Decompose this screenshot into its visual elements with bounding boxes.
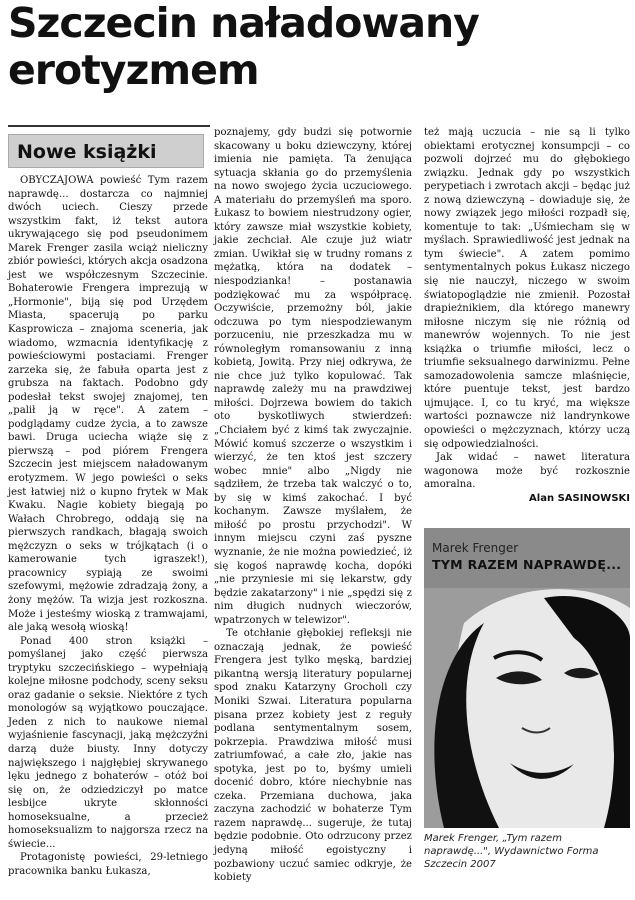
section-label: Nowe książki bbox=[8, 134, 204, 168]
cover-illustration bbox=[424, 528, 630, 828]
paragraph: Te otchłanie głębokiej refleksji nie oznaczają jednak, że powieść Frengera jest tylko męską, bardziej pikantną wersją literatury popularnej spod znaku Katarzyny Grocholi czy Moniki Szwai. Literatura popularna pisana przez kobiety jest z reguły podlana sentymentalnym sosem, pokrzepia. Prawdziwa miłość musi zatriumfować, a całe zło, jakie nas spotyka, jest po to, byśmy umieli docenić dobro, które niechybnie nas czeka. Przemiana duchowa, jaka zaczyna zachodzić w bohaterze Tym razem naprawdę... sugeruje, że tutaj będzie podobnie. Oto odrzucony przez jedyną miłość egoistyczny i pozbawiony uczuć samiec odkryje, że kobiety bbox=[214, 628, 412, 884]
cover-author: Marek Frenger bbox=[432, 541, 519, 555]
paragraph: poznajemy, gdy budzi się potwornie skacowany u boku dziewczyny, której imienia nie pamięta. Ta żenująca sytuacja skłania go do przemyślenia na nowo swojego życia uczuciowego. A materiału do przemyśleń ma sporo. Łukasz to bowiem niestrudzony ogier, który zawsze miał wszystkie kobiety, jakie zechciał. Ale czuje już wiatr zmian. Uwikłał się w trudny romans z mężatką, która na dodatek – niespodzianka! – postanawia podziękować mu za współpracę. Oczywiście, przemożny ból, jakie odczuwa po tym niespodziewanym porzuceniu, nie przeszkadza mu w równoległym romansowaniu z inną kobietą, Jowitą. Przy niej odkrywa, że nie chce już tylko kopulować. Tak naprawdę zależy mu na prawdziwej miłości. Dojrzewa bowiem do takich oto byskotliwych stwierdzeń: „Chciałem być z kimś tak zwyczajnie. Mówić komuś szczerze o wszystkim i wierzyć, że ten ktoś jest szczery wobec mnie" albo „Nigdy nie sądziłem, że trzeba tak walczyć o to, by się w kimś zakochać. I być kochanym. Zawsze myślałem, że miłość po prostu przychodzi". W innym miejscu czyni zaś pyszne wyznanie, że nie można powiedzieć, iż się kogoś naprawdę kocha, dopóki „nie przyniesie mi się lekarstw, gdy będzie zakatarzony" i nie „spędzi się z nim długich nudnych wieczorów, wpatrzonych w telewizor". bbox=[214, 127, 412, 626]
article-column-1 bbox=[8, 174, 208, 878]
cover-title: TYM RAZEM NAPRAWDĘ... bbox=[432, 557, 622, 572]
paragraph: Protagonistę powieści, 29-letniego pracownika banku Łukasza, bbox=[8, 852, 208, 877]
article-column-3 bbox=[424, 126, 630, 505]
headline: Szczecin naładowany erotyzmem bbox=[8, 0, 479, 94]
article-column-2 bbox=[214, 126, 412, 885]
paragraph: też mają uczucia – nie są li tylko obiektami erotycznej konsumpcji – co pozwoli dojrzeć mu do głębokiego związku. Jednak gdy po wszystkich perypetiach i zwrotach akcji – będąc już z nową dziewczyną – dowiaduje się, że nowy związek jego miłości rozpadł się, komentuje to tak: „Uśmiecham się w myślach. Sprawiedliwość jest jednak na tym świecie". A zatem pomimo sentymentalnych pokus Łukasz niczego się nie nauczył, niczego w swoim światopoglądzie nie zmienił. Pozostał drapieżnikiem, dla którego manewry miłosne niczym się nie różnią od manewrów wojennych. To nie jest książka o triumfie miłości, lecz o triumfie seksualnego darwinizmu. Pełne samozadowolenia samcze mlaśnięcie, które puentuje tekst, jest bardzo ujmujące. I, co tu kryć, ma większe wartości poznawcze niż landrynkowe opowieści o mężczyznach, którzy uczą się odpowiedzialności. bbox=[424, 127, 630, 450]
paragraph: OBYCZAJOWA powieść Tym razem naprawdę... dostarcza co najmniej dwóch uciech. Cieszy przede wszystkim fakt, iż tekst autora ukrywającego się pod pseudonimem Marek Frenger zasila wciąż nieliczny zbiór powieści, których akcja osadzona jest we współczesnym Szczecinie. Bohaterowie Frengera imprezują w „Hormonie", biją się pod Urzędem Miasta, spacerują po parku Kasprowicza – znajoma sceneria, jak wiadomo, wzmacnia identyfikację z powieściowymi postaciami. Frenger zarzeka się, że fabuła oparta jest z grubsza na faktach. Podobno gdy podesłał tekst swojej znajomej, ten „palił ją w ręce". A zatem – podglądamy cudze życia, a to zawsze bawi. Druga uciecha wiąże się z pierwszą – pod piórem Frengera Szczecin jest miejscem naładowanym erotyzmem. W jego powieści o seks jest łatwiej niż o kupno frytek w Mak Kwaku. Nagie kobiety biegają po Wałach Chrobrego, oddają się na pierwszych randkach, błagają swoich mężczyzn o seks w trójkątach (i o kamerowanie tych igraszek!), pracownicy sypiają ze swoimi szefowymi, mężowie zdradzają żony, a żony mężów. Ta wizja jest rozkoszna. Może i jesteśmy wioską z tramwajami, ale jaką wesołą wioską! bbox=[8, 175, 208, 634]
author-signature: Alan SASINOWSKI bbox=[529, 492, 630, 504]
image-caption: Marek Frenger, „Tym razem naprawdę...", Wydawnictwo Forma Szczecin 2007 bbox=[424, 833, 599, 870]
paragraph: Jak widać – nawet literatura wagonowa może być rozkosznie amoralna. bbox=[424, 452, 630, 491]
section-rule bbox=[8, 125, 210, 127]
book-cover-image bbox=[424, 528, 630, 828]
paragraph: Ponad 400 stron książki – pomyślanej jako część pierwsza tryptyku szczecińskiego – wypełniają kolejne miłosne podchody, sceny seksu oraz gadanie o seksie. Niektóre z tych monologów są wyjątkowo pouczające. Jeden z nich to naukowe niemal wyjaśnienie fascynacji, jaką mężczyźni darzą duże biusty. Inny dotyczy największego i najgłębiej skrywanego lęku jednego z bohaterów – otóż boi się on, że odziedziczył po matce lesbijce ukryte skłonności homoseksualne, a przecież homoseksualizm to najgorsza rzecz na świecie... bbox=[8, 635, 208, 850]
